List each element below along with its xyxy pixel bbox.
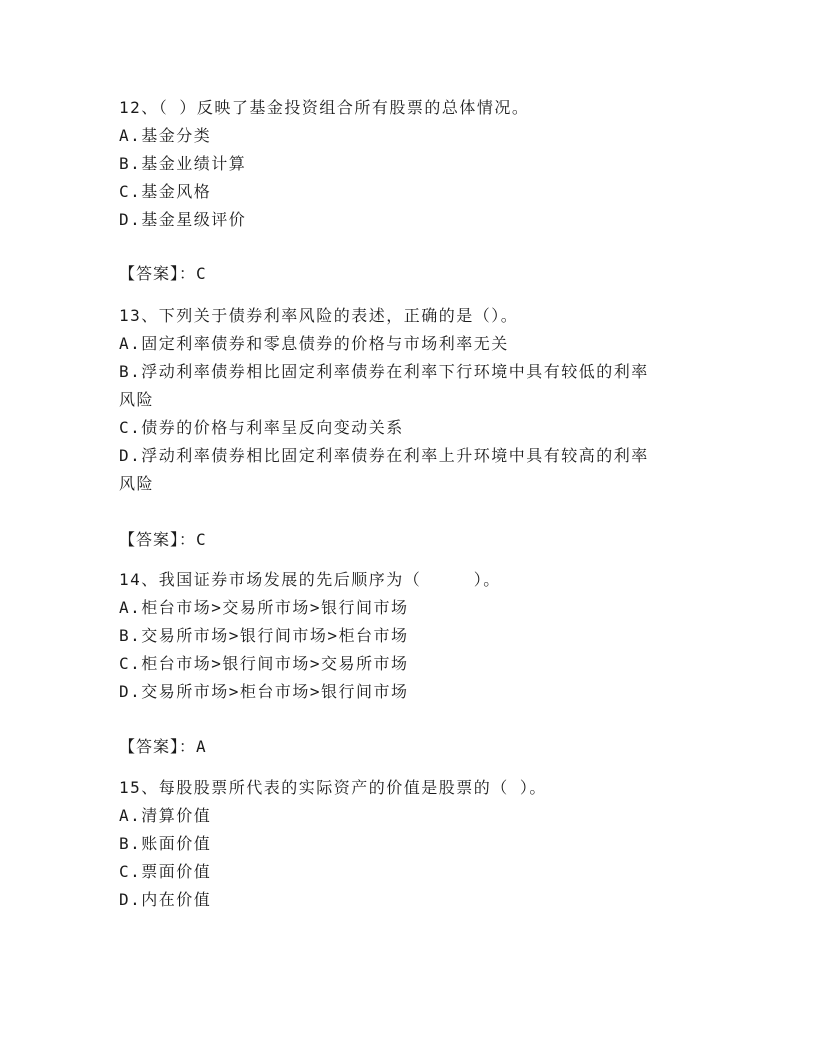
question-12-option-b: B.基金业绩计算 (119, 154, 247, 173)
question-14-option-c: C.柜台市场>银行间市场>交易所市场 (119, 654, 409, 673)
question-12-stem: 12、（ ）反映了基金投资组合所有股票的总体情况。 (119, 98, 530, 117)
question-14-stem: 14、我国证券市场发展的先后顺序为（ ）。 (119, 570, 501, 589)
question-12-option-a: A.基金分类 (119, 126, 212, 145)
question-14-option-d: D.交易所市场>柜台市场>银行间市场 (119, 682, 409, 701)
question-13-option-c: C.债券的价格与利率呈反向变动关系 (119, 418, 404, 437)
question-15-option-a: A.清算价值 (119, 806, 212, 825)
question-13-option-d: D.浮动利率债券相比固定利率债券在利率上升环境中具有较高的利率 (119, 446, 649, 465)
question-14-answer: 【答案】：A (119, 737, 207, 756)
question-15-option-d: D.内在价值 (119, 890, 212, 909)
question-13-option-b: B.浮动利率债券相比固定利率债券在利率下行环境中具有较低的利率 (119, 362, 649, 381)
question-12-option-d: D.基金星级评价 (119, 210, 247, 229)
question-12-option-c: C.基金风格 (119, 182, 212, 201)
question-13-answer: 【答案】：C (119, 530, 207, 549)
question-15-option-c: C.票面价值 (119, 862, 212, 881)
question-13-option-b-cont: 风险 (119, 390, 155, 409)
question-13-stem: 13、下列关于债券利率风险的表述，正确的是（）。 (119, 306, 519, 325)
question-13-option-a: A.固定利率债券和零息债券的价格与市场利率无关 (119, 334, 509, 353)
question-15-option-b: B.账面价值 (119, 834, 212, 853)
question-12-answer: 【答案】：C (119, 264, 207, 283)
question-13-option-d-cont: 风险 (119, 474, 155, 493)
question-14-option-a: A.柜台市场>交易所市场>银行间市场 (119, 598, 409, 617)
question-15-stem: 15、每股股票所代表的实际资产的价值是股票的（ ）。 (119, 778, 547, 797)
question-14-option-b: B.交易所市场>银行间市场>柜台市场 (119, 626, 409, 645)
